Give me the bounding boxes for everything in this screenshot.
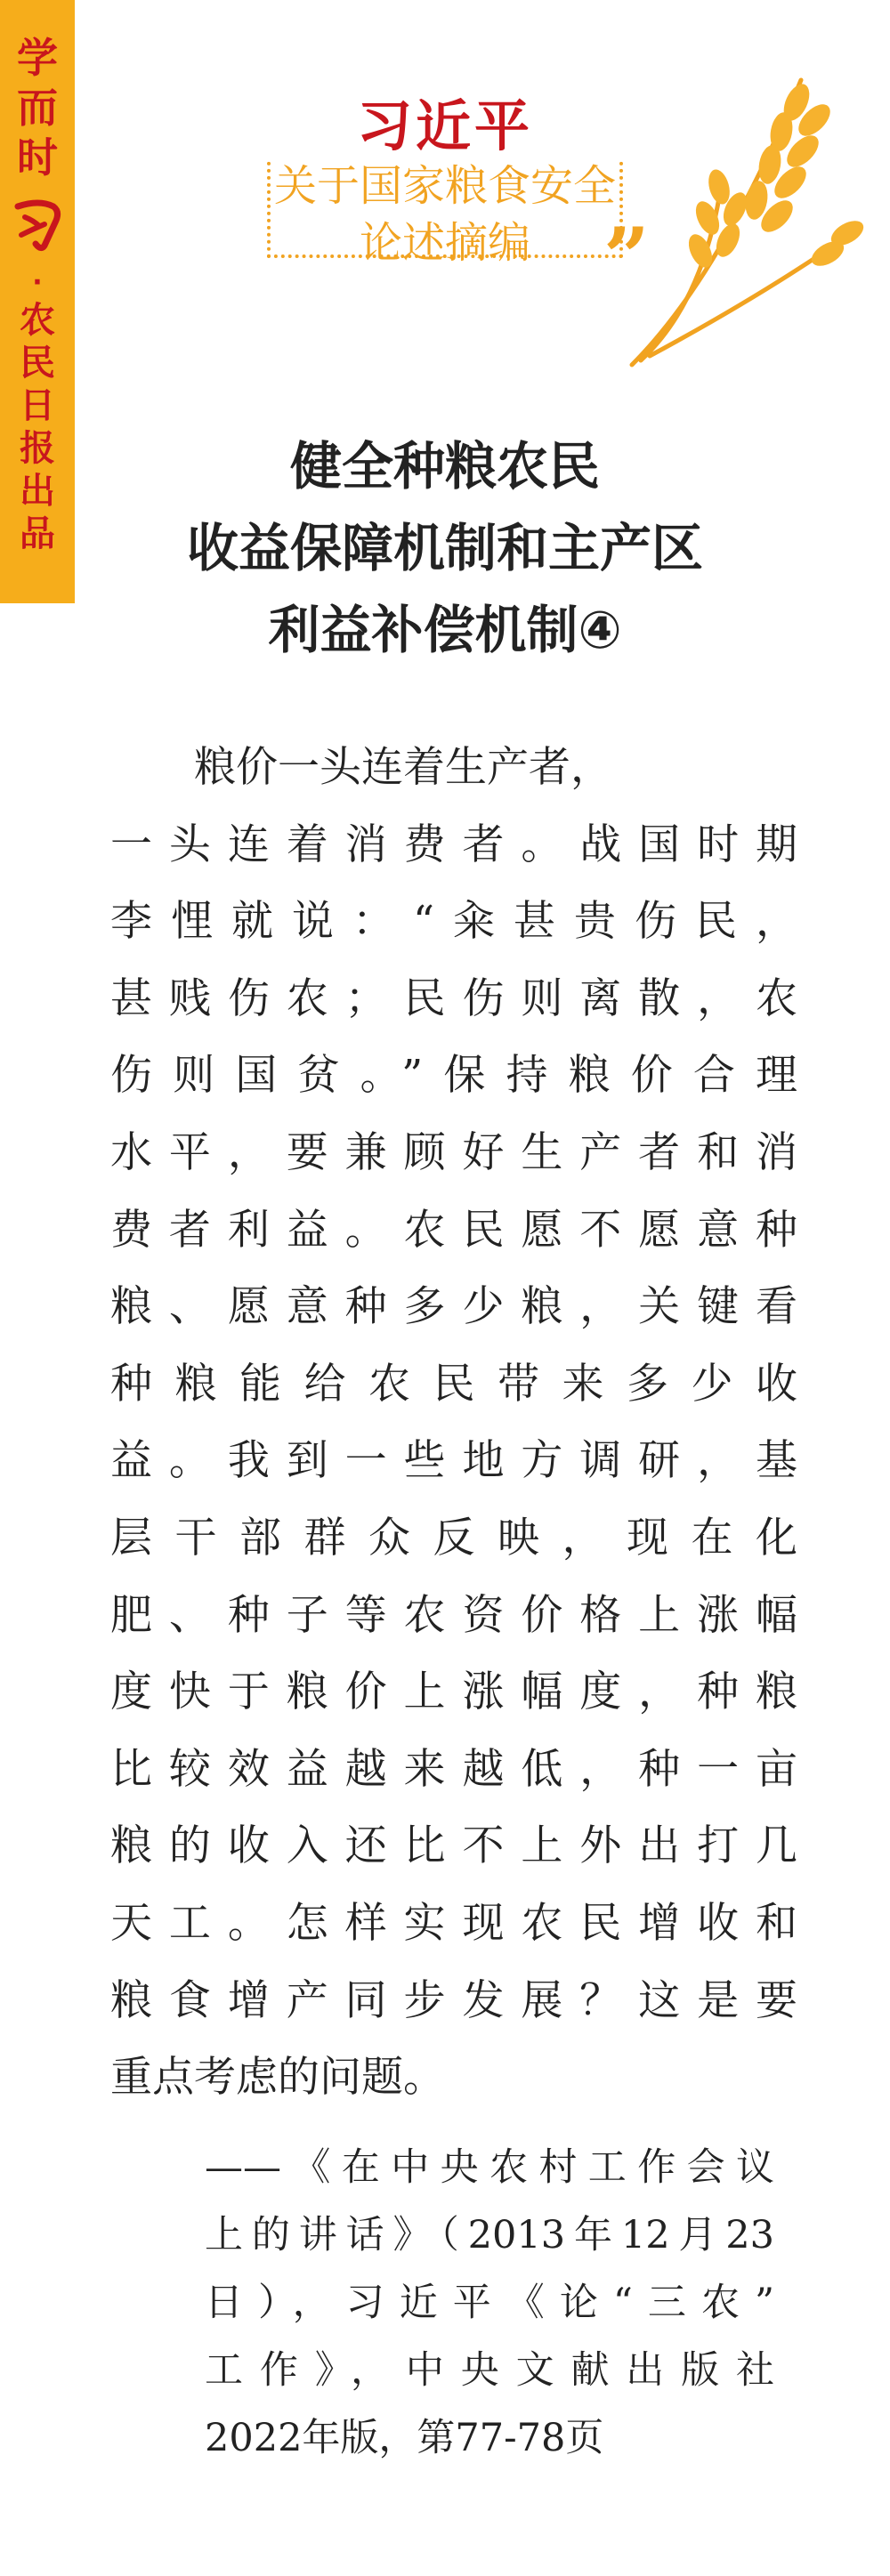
body-line: 比较效益越来越低，种一亩 (110, 1744, 797, 1794)
body-line: 度快于粮价上涨幅度，种粮 (110, 1668, 797, 1717)
banner-char: 民 (20, 343, 55, 384)
body-line: 重点考虑的问题。 (110, 2053, 445, 2103)
title-line: 收益保障机制和主产区 (186, 518, 703, 578)
body-line: 粮价一头连着生产者， (110, 743, 612, 792)
body-line: 一头连着消费者。战国时期 (110, 820, 797, 869)
body-line: 水平，要兼顾好生产者和消 (110, 1127, 797, 1177)
header-subtitle-line1: 关于国家粮食安全 (273, 161, 616, 211)
body-line: 费者利益。农民愿不愿意种 (110, 1205, 797, 1255)
side-banner (0, 0, 75, 603)
source-line: 工作》，中央文献出版社 (205, 2348, 774, 2393)
source-line: 上的讲话》（2013年12月23 (205, 2213, 774, 2257)
header-subtitle-line2: 论述摘编 (359, 218, 530, 268)
body-line: 天工。怎样实现农民增收和 (110, 1898, 797, 1948)
body-line: 甚贱伤农；民伤则离散，农 (110, 973, 797, 1023)
body-line: 伤则国贫。”保持粮价合理 (110, 1051, 797, 1101)
banner-char: 品 (20, 513, 55, 554)
source-line: 日），习近平《论“三农” (205, 2281, 774, 2325)
banner-char: 时 (17, 133, 58, 182)
body-line: 益。我到一些地方调研，基 (110, 1436, 797, 1486)
banner-top-text (0, 34, 75, 187)
wheat-icon (614, 53, 881, 374)
banner-char: 日 (20, 385, 55, 426)
title-line: 健全种粮农民 (289, 436, 600, 497)
banner-char: 而 (17, 84, 58, 132)
banner-char: 出 (20, 471, 55, 512)
body-line: 肥、种子等农资价格上涨幅 (110, 1590, 797, 1640)
body-line: 种粮能给农民带来多少收 (110, 1359, 797, 1409)
source-line: 2022年版，第77-78页 (205, 2416, 604, 2460)
banner-char: 学 (17, 34, 58, 82)
banner-dot: · (32, 267, 43, 298)
xi-logo-icon (9, 196, 66, 253)
body-line: 李悝就说：“籴甚贵伤民， (110, 897, 797, 947)
article-title (89, 425, 801, 671)
quote-close-mark: ” (603, 210, 650, 304)
banner-char: 农 (20, 300, 55, 341)
source-line: ——《在中央农村工作会议 (205, 2145, 774, 2190)
banner-bottom-text (0, 300, 75, 559)
source-citation (205, 2134, 774, 2472)
body-line: 粮的收入还比不上外出打几 (110, 1821, 797, 1871)
body-line: 层干部群众反映，现在化 (110, 1513, 797, 1563)
body-line: 粮食增产同步发展？这是要 (110, 1975, 797, 2025)
body-line: 粮、愿意种多少粮，关键看 (110, 1282, 797, 1332)
banner-char: 报 (20, 428, 55, 469)
header-name: 习近平 (231, 82, 659, 161)
article-body (110, 730, 797, 2117)
title-line: 利益补偿机制④ (268, 600, 622, 660)
